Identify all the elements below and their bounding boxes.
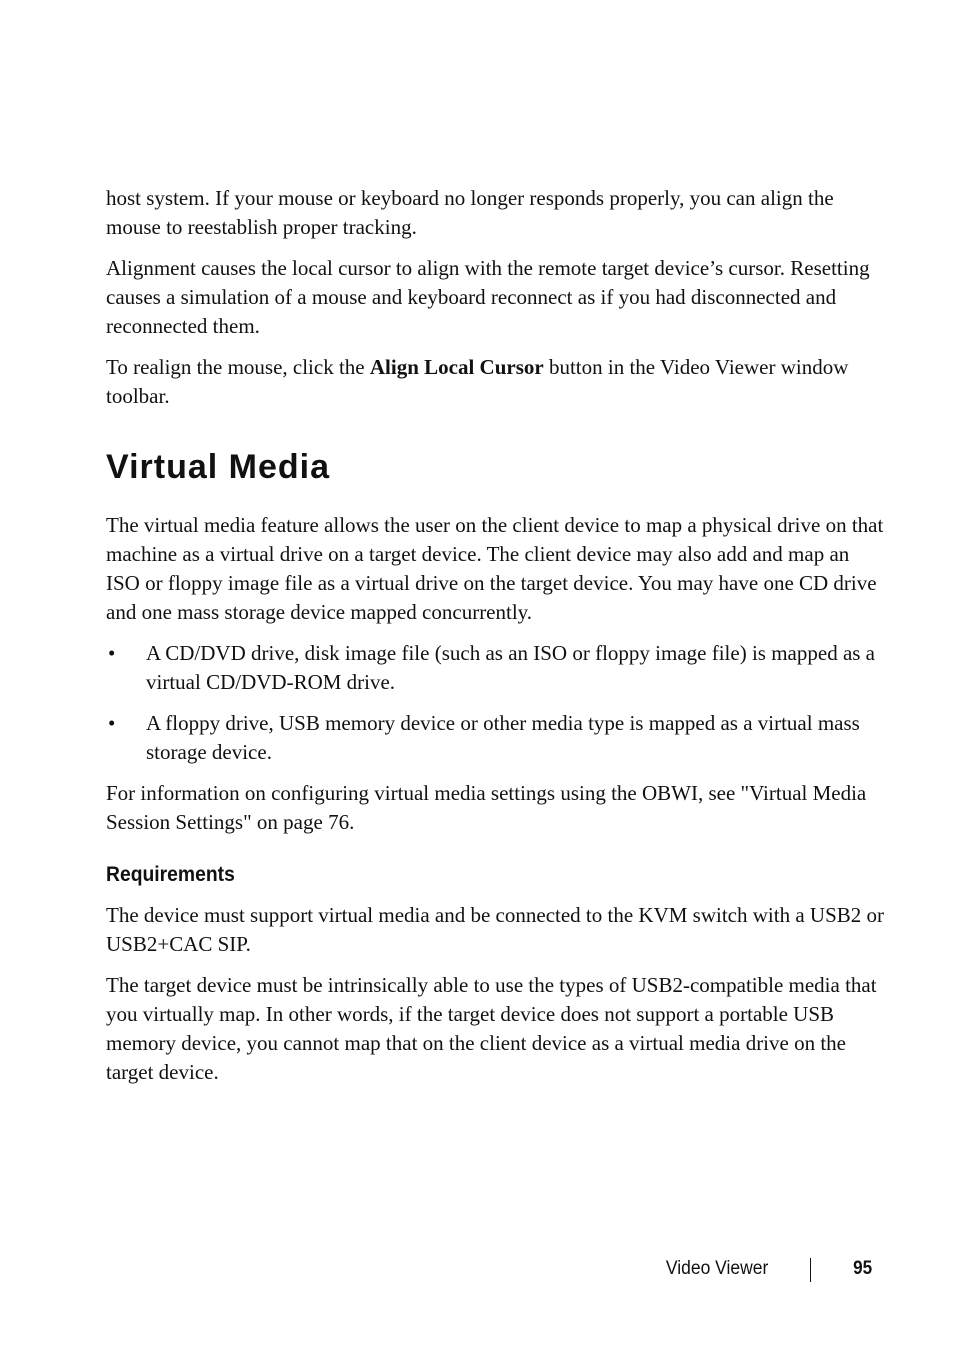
virtual-media-paragraph-2: For information on configuring virtual media settings using the OBWI, see "Virtual Media Session Settings" on page 76. — [106, 781, 867, 834]
footer-divider — [810, 1258, 811, 1282]
list-item-text: A floppy drive, USB memory device or other media type is mapped as a virtual mass storage device. — [146, 711, 860, 764]
requirements-paragraph-2: The target device must be intrinsically able to use the types of USB2-compatible media that you virtually map. In other words, if the target device does not support a portable USB memory device, you cannot map that on the client device as a virtual media drive on the target device. — [106, 973, 877, 1084]
list-item — [106, 709, 886, 767]
intro-paragraph-1: host system. If your mouse or keyboard no longer responds properly, you can align the mouse to reestablish proper tracking. — [106, 186, 834, 239]
virtual-media-paragraph-1: The virtual media feature allows the user on the client device to map a physical drive on that machine as a virtual drive on a target device. The client device may also add and map an ISO or floppy image file as a virtual drive on the target device. You may have one CD drive and one mass storage device mapped concurrently. — [106, 513, 884, 624]
intro-paragraph-2: Alignment causes the local cursor to align with the remote target device’s cursor. Resetting causes a simulation of a mouse and keyboard reconnect as if you had disconnected and reconnected them. — [106, 256, 870, 338]
list-item — [106, 639, 886, 697]
page-footer — [0, 1258, 954, 1284]
page-number: 95 — [852, 1258, 872, 1279]
list-item-text: A CD/DVD drive, disk image file (such as an ISO or floppy image file) is mapped as a virtual CD/DVD-ROM drive. — [146, 641, 876, 694]
footer-section-label: Video Viewer — [665, 1258, 768, 1279]
align-local-cursor-term: Align Local Cursor — [369, 355, 544, 379]
virtual-media-bullet-list — [106, 639, 886, 767]
intro-paragraph-3-end: button in the Video Viewer window toolbar. — [106, 355, 849, 408]
subsection-heading-requirements: Requirements — [106, 863, 235, 886]
page-body — [106, 184, 886, 1099]
intro-paragraph-3-start: To realign the mouse, click the — [106, 355, 370, 379]
section-heading-virtual-media: Virtual Media — [106, 448, 330, 486]
bullet-icon: • — [108, 641, 116, 665]
intro-paragraph-3 — [106, 353, 886, 411]
requirements-paragraph-1: The device must support virtual media and be connected to the KVM switch with a USB2 or USB2+CAC SIP. — [106, 903, 884, 956]
bullet-icon: • — [108, 711, 116, 735]
